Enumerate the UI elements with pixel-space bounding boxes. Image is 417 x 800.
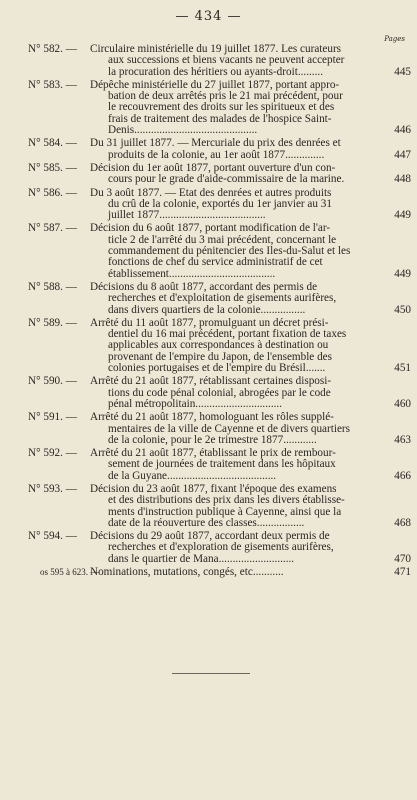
- entry-page-number: 466: [394, 469, 411, 482]
- entry-text-line: Arrêté du 21 août 1877, homologuant les rôles supplé-: [90, 412, 334, 424]
- entry-text-line: colonies portugaises et de l'empire du Brésil.......: [108, 363, 326, 375]
- toc-entry: [0, 44, 417, 78]
- entry-text-line: pénal métropolitain...............................: [108, 398, 283, 410]
- entry-text-line: dans divers quartiers de la colonie................: [108, 304, 306, 316]
- entry-number: N° 584. —: [28, 137, 77, 150]
- entry-page-number: 449: [394, 267, 411, 280]
- entry-text-line: le recouvrement des droits sur les spiritueux et des: [108, 102, 335, 114]
- entry-page-number: 445: [394, 65, 411, 78]
- entry-text-line: Du 31 juillet 1877. — Mercuriale du prix des denrées et: [90, 138, 341, 150]
- entry-text-line: Décision du 6 août 1877, portant modification de l'ar-: [90, 223, 331, 235]
- entry-number: N° 586. —: [28, 186, 77, 199]
- entry-text-line: Dépêche ministérielle du 27 juillet 1877, portant appro-: [90, 79, 340, 91]
- entry-number: N° 582. —: [28, 43, 77, 55]
- entry-text-line: mentaires de la ville de Cayenne et de divers quartiers: [108, 423, 350, 435]
- entry-text-line: Décisions du 29 août 1877, accordant deux permis de: [90, 531, 330, 543]
- entry-number: N° 592. —: [28, 447, 77, 460]
- entry-number: N° 591. —: [28, 411, 77, 424]
- entry-number: N° 587. —: [28, 222, 77, 235]
- entry-text-line: Arrêté du 21 août 1877, rétablissant certaines disposi-: [90, 376, 332, 388]
- entry-text-line: Du 3 août 1877. — Etat des denrées et autres produits: [90, 187, 332, 199]
- toc-entry: [0, 223, 417, 279]
- entry-text-line: date de la réouverture des classes.................: [108, 517, 305, 529]
- closing-rule: [172, 673, 250, 674]
- entry-text-line: frais de traitement des malades de l'hospice Saint-: [108, 113, 332, 125]
- table-of-contents: [0, 44, 417, 580]
- entry-text-line: Arrêté du 21 août 1877, établissant le prix de rembour-: [90, 448, 336, 460]
- entry-text-line: recherches et d'exploitation de gisements aurifères,: [108, 293, 337, 305]
- page-number: — 434 —: [175, 9, 242, 24]
- pages-column-header: Pages: [384, 35, 405, 43]
- entry-text-line: cours pour le grade d'aide-commissaire de la marine.: [108, 174, 345, 186]
- entry-page-number: 470: [394, 552, 411, 565]
- entry-text-line: recherches et d'exploration de gisements aurifères,: [108, 542, 334, 554]
- entry-text-line: provenant de l'empire du Japon, de l'ensemble des: [108, 351, 332, 363]
- entry-number: N° 589. —: [28, 316, 77, 329]
- entry-page-number: 446: [394, 124, 411, 137]
- entry-text-line: Circulaire ministérielle du 19 juillet 1877. Les curateurs: [90, 44, 342, 55]
- entry-text-line: fonctions de chef du service administratif de cet: [108, 257, 323, 269]
- entry-text-line: sement de journées de traitement dans les hôpitaux: [108, 459, 336, 471]
- entry-number: os 595 à 623. —: [40, 567, 100, 578]
- entry-text-line: Nominations, mutations, congés, etc...........: [90, 567, 284, 579]
- entry-page-number: 468: [394, 516, 411, 529]
- toc-entry: [0, 80, 417, 136]
- toc-entry: [0, 138, 417, 161]
- toc-entry: [0, 412, 417, 446]
- toc-entry: [0, 163, 417, 186]
- entry-text-line: ticle 2 de l'arrêté du 3 mai précédent, concernant le: [108, 234, 337, 246]
- entry-number: N° 583. —: [28, 78, 77, 91]
- entry-text-line: commandement du pénitencier des Iles-du-Salut et les: [108, 246, 351, 258]
- toc-entry: [0, 484, 417, 529]
- entry-number: N° 588. —: [28, 280, 77, 293]
- toc-entry: [0, 188, 417, 222]
- entry-text-line: du crû de la colonie, exportés du 1er janvier au 31: [108, 198, 332, 210]
- entry-number: N° 590. —: [28, 375, 77, 388]
- entry-text-line: Décisions du 8 août 1877, accordant des permis de: [90, 281, 318, 293]
- entry-page-number: 447: [394, 148, 411, 161]
- entry-text-line: dans le quartier de Mana...........................: [108, 553, 295, 565]
- entry-text-line: ments d'instruction publique à Cayenne, ainsi que la: [108, 506, 342, 518]
- toc-entry: [0, 448, 417, 482]
- entry-text-line: de la colonie, pour le 2e trimestre 1877............: [108, 434, 317, 446]
- entry-page-number: 463: [394, 433, 411, 446]
- entry-number: N° 593. —: [28, 482, 77, 495]
- entry-text-line: Denis............................................: [108, 125, 258, 137]
- entry-page-number: 450: [394, 303, 411, 316]
- toc-entry: [0, 376, 417, 410]
- entry-text-line: de la Guyane.......................................: [108, 470, 277, 482]
- entry-text-line: et des distributions des prix dans les divers établisse-: [108, 495, 345, 507]
- entry-text-line: Arrêté du 11 août 1877, promulguant un décret prési-: [90, 317, 329, 329]
- entry-page-number: 451: [394, 362, 411, 375]
- entry-text-line: établissement......................................: [108, 268, 276, 280]
- toc-entry: [0, 318, 417, 374]
- toc-entry: [0, 282, 417, 316]
- entry-page-number: 471: [394, 566, 411, 579]
- entry-number: N° 594. —: [28, 530, 77, 543]
- entry-text-line: Décision du 23 août 1877, fixant l'époque des examens: [90, 483, 337, 495]
- entry-text-line: applicables aux correspondances à destination ou: [108, 340, 329, 352]
- entry-text-line: la procuration des héritiers ou ayants-droit.........: [108, 66, 323, 78]
- toc-entry: [0, 567, 417, 578]
- entry-text-line: dentiel du 16 mai précédent, portant fixation de taxes: [108, 329, 347, 341]
- entry-text-line: Décision du 1er août 1877, portant ouverture d'un con-: [90, 162, 336, 174]
- toc-entry: [0, 531, 417, 565]
- entry-page-number: 449: [394, 209, 411, 222]
- entry-text-line: tions du code pénal colonial, abrogées par le code: [108, 387, 331, 399]
- entry-text-line: produits de la colonie, au 1er août 1877..............: [108, 149, 325, 161]
- entry-number: N° 585. —: [28, 161, 77, 174]
- entry-page-number: 460: [394, 397, 411, 410]
- entry-text-line: aux successions et biens vacants ne peuvent accepter: [108, 55, 345, 67]
- entry-text-line: bation de deux arrêtés pris le 21 mai précédent, pour: [108, 91, 343, 103]
- entry-page-number: 448: [394, 173, 411, 186]
- entry-text-line: juillet 1877......................................: [108, 210, 266, 222]
